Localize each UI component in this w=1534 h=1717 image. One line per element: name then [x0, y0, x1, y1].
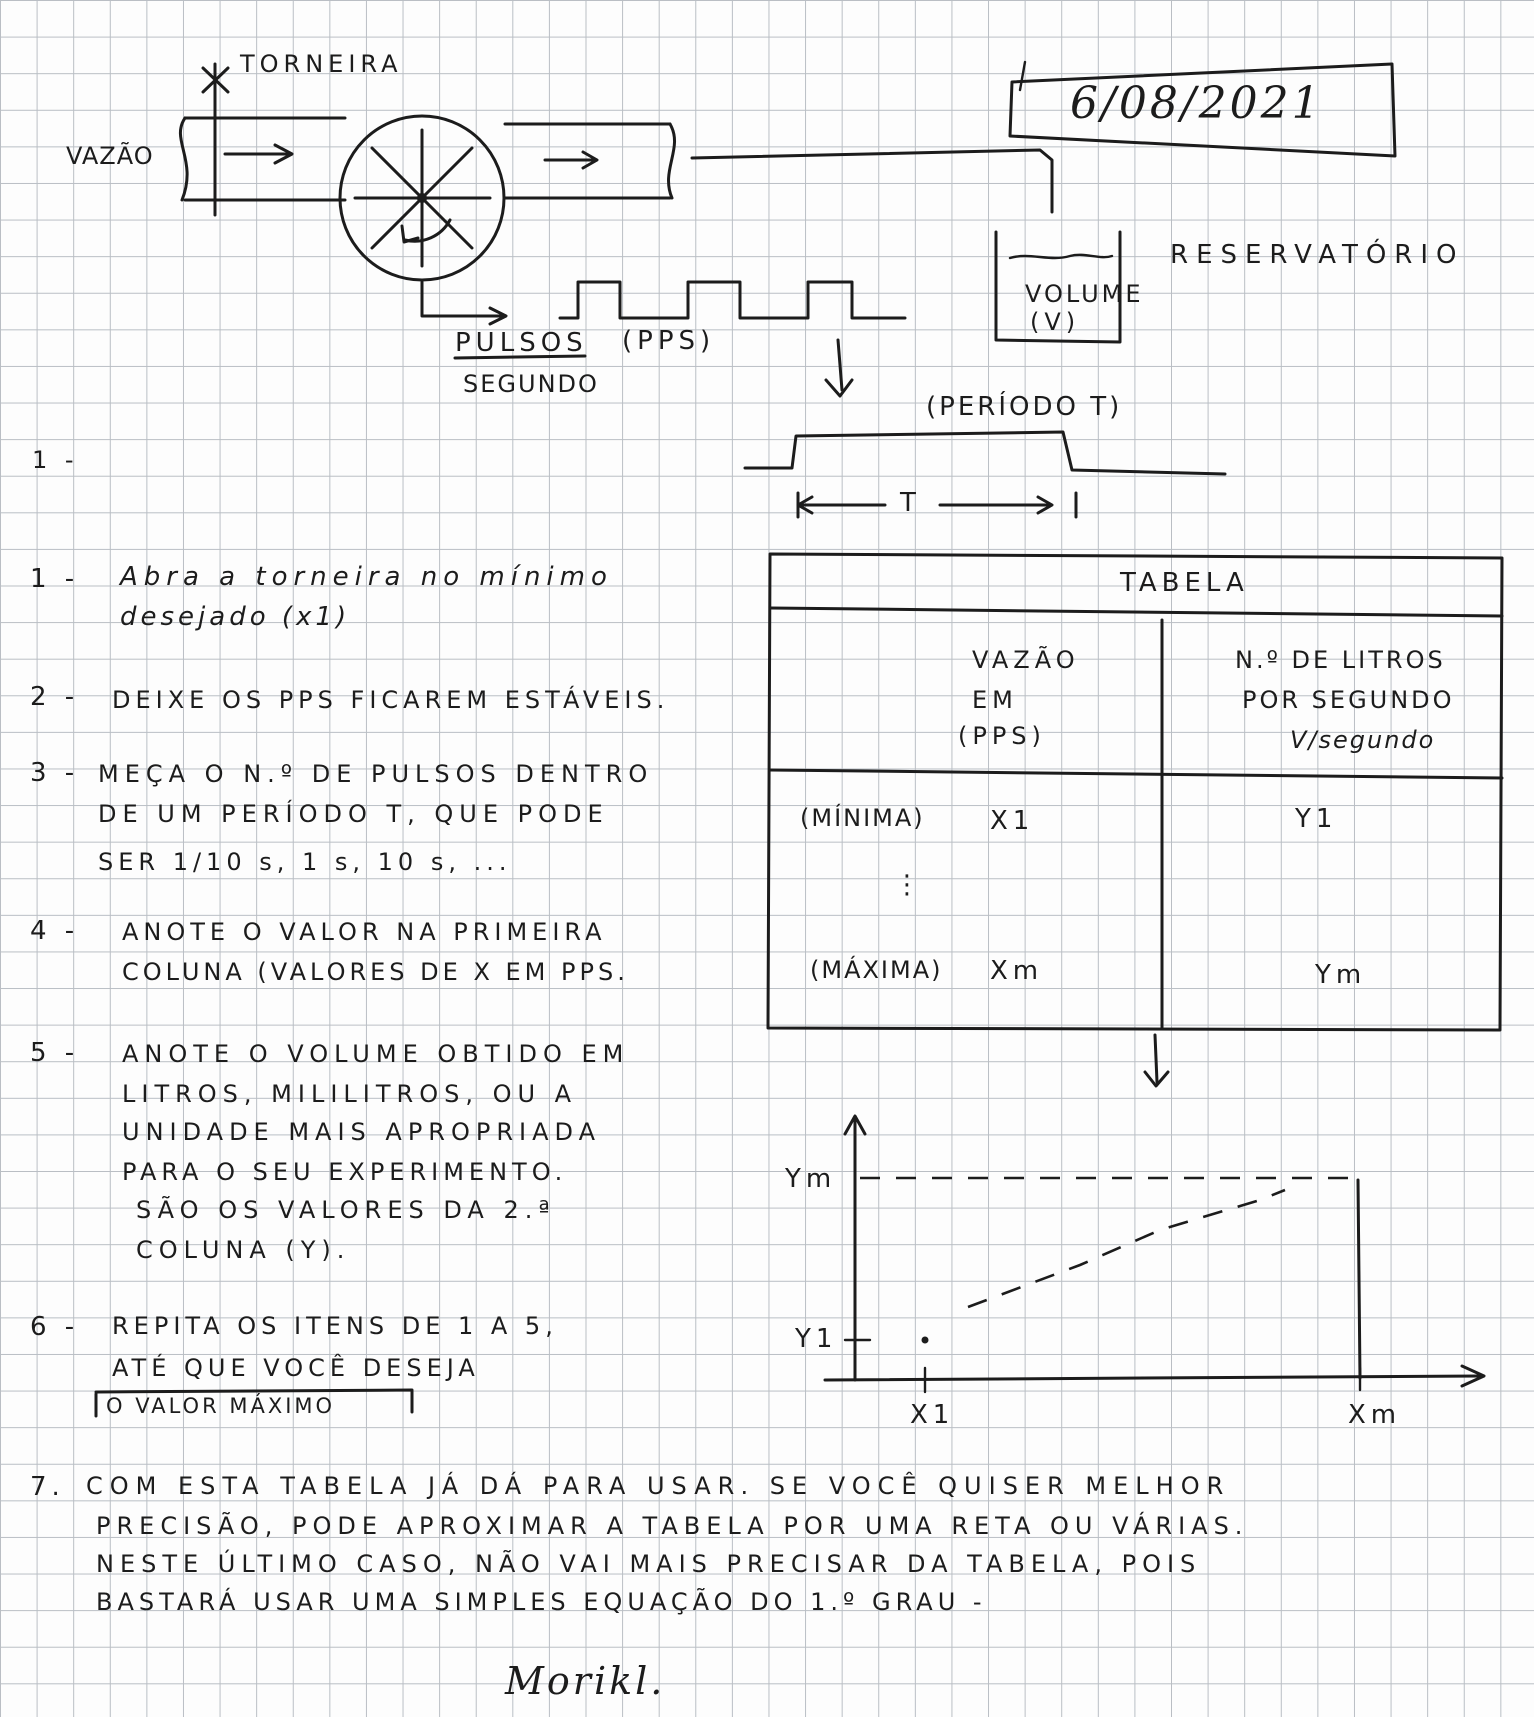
step-6-line-1: REPITA OS ITENS DE 1 A 5, [112, 1312, 558, 1340]
table-row1-x: X1 [990, 806, 1035, 836]
torneira-label: TORNEIRA [240, 50, 403, 78]
pps-label: (PPS) [622, 326, 716, 356]
graph-dashed-trend [968, 1190, 1285, 1307]
step-1-number: 1 - [30, 564, 80, 594]
table-title: TABELA [1120, 568, 1249, 598]
step-3-line-1: MEÇA O N.º DE PULSOS DENTRO [98, 760, 654, 788]
pipe-inlet [180, 118, 345, 200]
volume-v-label: (V) [1030, 308, 1081, 336]
step-5-line-2: LITROS, MILILITROS, OU A [122, 1080, 578, 1108]
periodo-label: (PERÍODO T) [926, 392, 1123, 422]
step-5-line-5: SÃO OS VALORES DA 2.ª [136, 1196, 556, 1224]
step-5-line-4: PARA O SEU EXPERIMENTO. [122, 1158, 568, 1186]
step-5-line-1: ANOTE O VOLUME OBTIDO EM [122, 1040, 630, 1068]
graph-guide-lines [860, 1178, 1360, 1378]
table-col2-line3: V/segundo [1290, 726, 1436, 754]
step-2-line-1: DEIXE OS PPS FICAREM ESTÁVEIS. [112, 686, 670, 714]
step-6-number: 6 - [30, 1312, 80, 1342]
table-col2-line1: N.º DE LITROS [1235, 646, 1446, 674]
final-note-line-2: PRECISÃO, PODE APROXIMAR A TABELA POR UMA RETA OU VÁRIAS. [96, 1512, 1249, 1540]
valve-icon [203, 64, 228, 215]
graph-xm-label: Xm [1348, 1400, 1402, 1430]
table-ellipsis: ⋮ [894, 870, 925, 900]
date-text: 6/08/2021 [1070, 78, 1323, 129]
period-pulse [745, 432, 1225, 517]
table-col1-line3: (PPS) [958, 722, 1046, 750]
step-5-line-6: COLUNA (Y). [136, 1236, 351, 1264]
step-6-line-2: ATÉ QUE VOCÊ DESEJA [112, 1354, 480, 1382]
graph-axes [825, 1116, 1484, 1392]
step-4-line-1: ANOTE O VALOR NA PRIMEIRA [122, 918, 607, 946]
blank-item-1: 1 - [32, 446, 79, 474]
table-row1-label: (MÍNIMA) [800, 804, 925, 832]
table-row1-y: Y1 [1295, 804, 1338, 834]
flow-arrow-icon [225, 145, 292, 163]
table-row2-label: (MÁXIMA) [810, 956, 943, 984]
step-5-number: 5 - [30, 1038, 80, 1068]
table-col1-line2: EM [972, 686, 1018, 714]
final-note-line-1: COM ESTA TABELA JÁ DÁ PARA USAR. SE VOCÊ QUISER MELHOR [86, 1472, 1231, 1500]
step-1-line-1: Abra a torneira no mínimo [120, 562, 613, 592]
step-1-line-2: desejado (x1) [120, 602, 351, 632]
step-5-line-3: UNIDADE MAIS APROPRIADA [122, 1118, 601, 1146]
final-note-line-4: BASTARÁ USAR UMA SIMPLES EQUAÇÃO DO 1.º GRAU - [96, 1588, 987, 1616]
vazao-label: VAZÃO [66, 142, 154, 170]
step-6-line-3: O VALOR MÁXIMO [106, 1394, 336, 1418]
final-note-number: 7. [30, 1472, 65, 1502]
reservatorio-label: RESERVATÓRIO [1170, 240, 1465, 270]
graph-y1-label: Y1 [795, 1324, 838, 1354]
pipe-outlet [505, 124, 1052, 212]
signature: Morikl. [505, 1659, 666, 1703]
volume-label: VOLUME [1025, 280, 1144, 308]
step-4-line-2: COLUNA (VALORES DE X EM PPS. [122, 958, 629, 986]
table-row2-x: Xm [990, 956, 1044, 986]
graph-x1-label: X1 [910, 1400, 955, 1430]
step-2-number: 2 - [30, 682, 80, 712]
step-3-number: 3 - [30, 758, 80, 788]
table-col1-line1: VAZÃO [972, 646, 1080, 674]
table-col2-line2: POR SEGUNDO [1242, 686, 1455, 714]
t-label: T [900, 488, 921, 518]
graph-ym-label: Ym [785, 1164, 837, 1194]
final-note-line-3: NESTE ÚLTIMO CASO, NÃO VAI MAIS PRECISAR DA TABELA, POIS [96, 1550, 1202, 1578]
step-3-line-2: DE UM PERÍODO T, QUE PODE [98, 800, 609, 828]
table-row2-y: Ym [1315, 960, 1367, 990]
segundo-label: SEGUNDO [463, 370, 599, 398]
flow-meter-turbine-icon [340, 116, 504, 280]
pulsos-label: PULSOS [455, 328, 588, 358]
step-4-number: 4 - [30, 916, 80, 946]
step-3-line-3: SER 1/10 s, 1 s, 10 s, ... [98, 848, 512, 876]
